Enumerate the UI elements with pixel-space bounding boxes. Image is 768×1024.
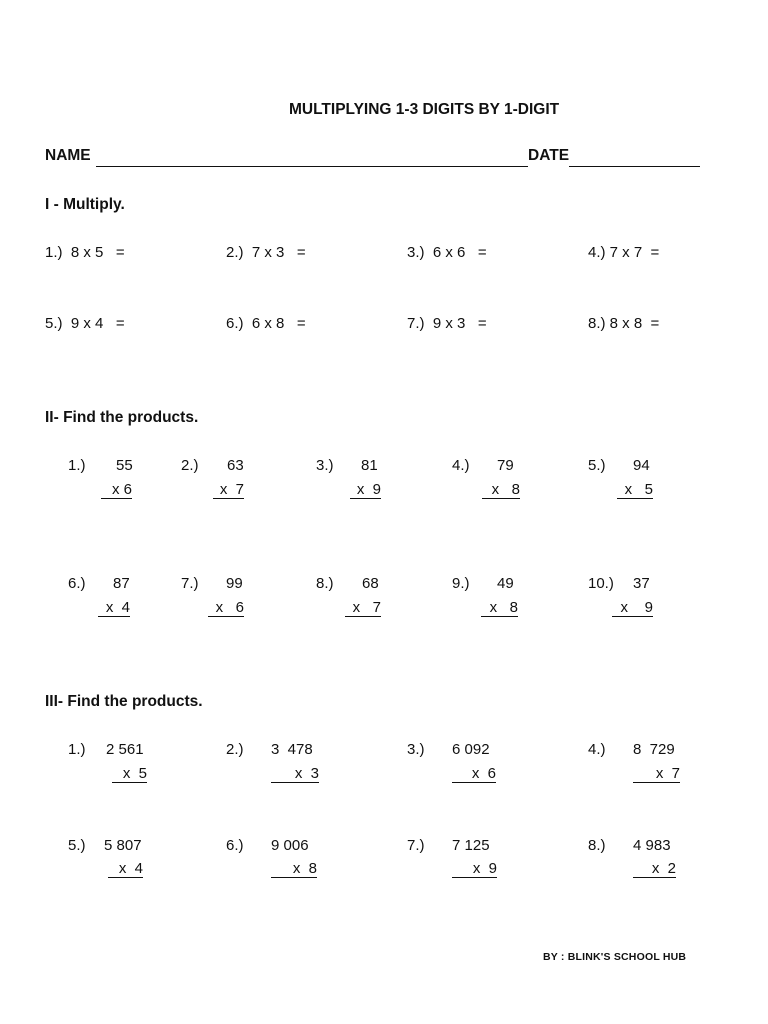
name-field[interactable] (96, 166, 528, 167)
top-number: 63 (227, 457, 244, 474)
top-number: 81 (361, 457, 378, 474)
problem-number: 6.) (226, 837, 244, 854)
date-label: DATE (528, 147, 570, 164)
date-field[interactable] (569, 166, 700, 167)
section1-heading: I - Multiply. (45, 196, 125, 213)
section3-heading: III- Find the products. (45, 693, 203, 710)
problem-number: 8.) (316, 575, 334, 592)
problem-number: 10.) (588, 575, 614, 592)
problem-number: 7.) (407, 837, 425, 854)
multiplier: x 4 (108, 860, 143, 878)
multiplier: x 3 (271, 765, 319, 783)
s1-problem: 5.) 9 x 4 = (45, 315, 125, 332)
multiplier: x 4 (98, 599, 130, 617)
top-number: 55 (116, 457, 133, 474)
problem-number: 4.) (452, 457, 470, 474)
multiplier: x 8 (482, 481, 520, 499)
top-number: 7 125 (452, 837, 490, 854)
problem-number: 7.) (181, 575, 199, 592)
problem-number: 8.) (588, 837, 606, 854)
top-number: 94 (633, 457, 650, 474)
problem-number: 2.) (226, 741, 244, 758)
problem-number: 1.) (68, 741, 86, 758)
top-number: 5 807 (104, 837, 142, 854)
top-number: 9 006 (271, 837, 309, 854)
problem-number: 2.) (181, 457, 199, 474)
problem-number: 5.) (588, 457, 606, 474)
multiplier: x 5 (617, 481, 653, 499)
section2-heading: II- Find the products. (45, 409, 199, 426)
s1-problem: 2.) 7 x 3 = (226, 244, 306, 261)
multiplier: x 5 (112, 765, 147, 783)
multiplier: x 7 (345, 599, 381, 617)
top-number: 87 (113, 575, 130, 592)
top-number: 68 (362, 575, 379, 592)
multiplier: x 6 (208, 599, 244, 617)
top-number: 8 729 (633, 741, 675, 758)
top-number: 4 983 (633, 837, 671, 854)
problem-number: 3.) (316, 457, 334, 474)
footer-credit: BY : BLINK'S SCHOOL HUB (543, 951, 687, 963)
s1-problem: 4.) 7 x 7 = (588, 244, 660, 261)
page-title: MULTIPLYING 1-3 DIGITS BY 1-DIGIT (289, 101, 560, 118)
multiplier: x 9 (350, 481, 381, 499)
top-number: 49 (497, 575, 514, 592)
multiplier: x 7 (633, 765, 680, 783)
top-number: 79 (497, 457, 514, 474)
s1-problem: 1.) 8 x 5 = (45, 244, 125, 261)
multiplier: x 7 (213, 481, 244, 499)
problem-number: 4.) (588, 741, 606, 758)
multiplier: x 9 (612, 599, 653, 617)
problem-number: 9.) (452, 575, 470, 592)
top-number: 99 (226, 575, 243, 592)
problem-number: 5.) (68, 837, 86, 854)
multiplier: x 8 (481, 599, 518, 617)
problem-number: 6.) (68, 575, 86, 592)
top-number: 6 092 (452, 741, 490, 758)
problem-number: 1.) (68, 457, 86, 474)
top-number: 37 (633, 575, 650, 592)
problem-number: 3.) (407, 741, 425, 758)
s1-problem: 3.) 6 x 6 = (407, 244, 487, 261)
name-date-line (45, 147, 700, 169)
s1-problem: 8.) 8 x 8 = (588, 315, 660, 332)
s1-problem: 6.) 6 x 8 = (226, 315, 306, 332)
name-label: NAME (45, 147, 91, 164)
top-number: 3 478 (271, 741, 313, 758)
s1-problem: 7.) 9 x 3 = (407, 315, 487, 332)
multiplier: x 2 (633, 860, 676, 878)
multiplier: x 6 (101, 481, 132, 499)
top-number: 2 561 (106, 741, 144, 758)
multiplier: x 6 (452, 765, 496, 783)
multiplier: x 8 (271, 860, 317, 878)
multiplier: x 9 (452, 860, 497, 878)
